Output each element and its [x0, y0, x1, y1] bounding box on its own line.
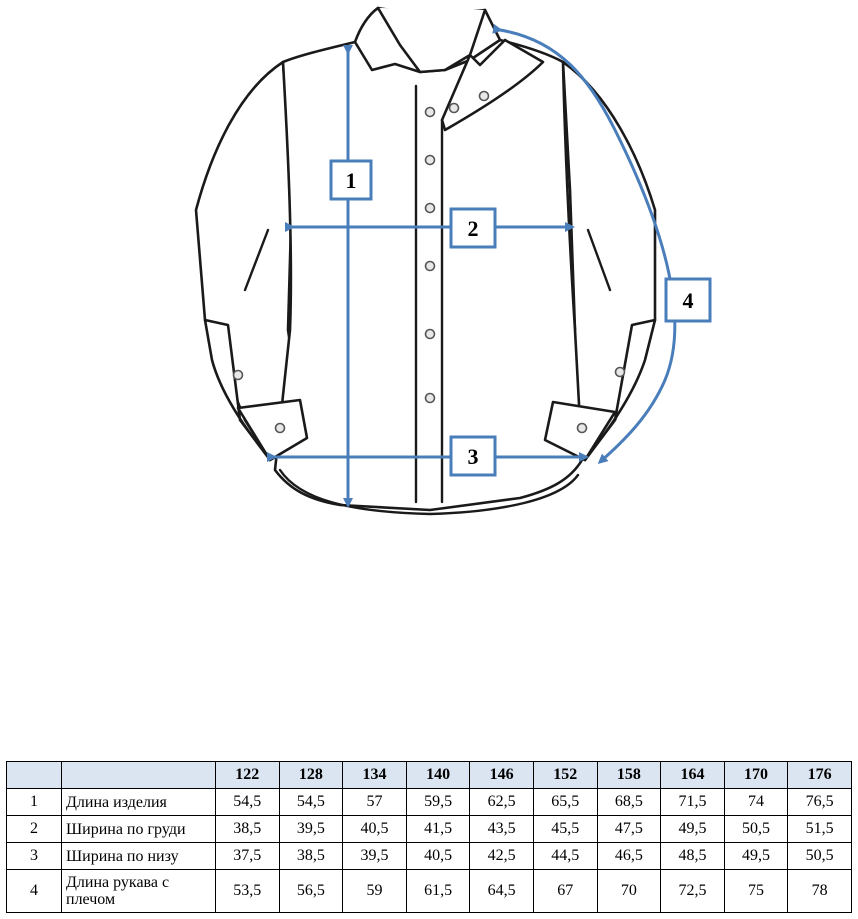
marker-label-1: 1: [345, 168, 357, 193]
row-label: Ширина по груди: [62, 816, 216, 843]
table-header-row: [7, 762, 852, 789]
row-label: Длина рукава с плечом: [62, 870, 216, 913]
table-row: [7, 870, 852, 913]
header-cell: 140: [406, 762, 470, 789]
table-cell: 54,5: [279, 789, 343, 816]
header-cell: 134: [343, 762, 407, 789]
table-row: [7, 816, 852, 843]
table-cell: 45,5: [533, 816, 597, 843]
table-cell: 50,5: [724, 816, 788, 843]
table-cell: 65,5: [533, 789, 597, 816]
table-cell: 59,5: [406, 789, 470, 816]
table-cell: 53,5: [216, 870, 280, 913]
marker-label-2: 2: [467, 216, 479, 241]
table-cell: 51,5: [788, 816, 852, 843]
table-cell: 68,5: [597, 789, 661, 816]
row-label: Ширина по низу: [62, 843, 216, 870]
header-cell: 152: [533, 762, 597, 789]
table-cell: 70: [597, 870, 661, 913]
table-cell: 40,5: [343, 816, 407, 843]
table-cell: 54,5: [216, 789, 280, 816]
table-cell: 38,5: [216, 816, 280, 843]
size-table: [6, 761, 852, 913]
header-cell: 146: [470, 762, 534, 789]
row-number: 3: [7, 843, 62, 870]
table-cell: 78: [788, 870, 852, 913]
row-number: 1: [7, 789, 62, 816]
table-cell: 67: [533, 870, 597, 913]
table-cell: 62,5: [470, 789, 534, 816]
header-cell: 122: [216, 762, 280, 789]
table-cell: 47,5: [597, 816, 661, 843]
table-cell: 42,5: [470, 843, 534, 870]
table-cell: 39,5: [343, 843, 407, 870]
table-cell: 64,5: [470, 870, 534, 913]
table-cell: 39,5: [279, 816, 343, 843]
marker-label-3: 3: [467, 444, 479, 469]
row-number: 2: [7, 816, 62, 843]
row-number: 4: [7, 870, 62, 913]
table-cell: 59: [343, 870, 407, 913]
table-cell: 71,5: [661, 789, 725, 816]
header-cell: 170: [724, 762, 788, 789]
header-cell: 158: [597, 762, 661, 789]
table-cell: 74: [724, 789, 788, 816]
table-cell: 37,5: [216, 843, 280, 870]
table-cell: 40,5: [406, 843, 470, 870]
table-row: [7, 789, 852, 816]
table-cell: 49,5: [661, 816, 725, 843]
table-cell: 49,5: [724, 843, 788, 870]
table-cell: 41,5: [406, 816, 470, 843]
table-cell: 72,5: [661, 870, 725, 913]
table-row: [7, 843, 852, 870]
table-cell: 57: [343, 789, 407, 816]
table-cell: 75: [724, 870, 788, 913]
table-cell: 56,5: [279, 870, 343, 913]
table-cell: 46,5: [597, 843, 661, 870]
header-cell: [62, 762, 216, 789]
table-cell: 44,5: [533, 843, 597, 870]
header-cell: 164: [661, 762, 725, 789]
table-cell: 48,5: [661, 843, 725, 870]
table-cell: 50,5: [788, 843, 852, 870]
header-cell: 128: [279, 762, 343, 789]
header-cell: 176: [788, 762, 852, 789]
header-cell: [7, 762, 62, 789]
table-cell: 61,5: [406, 870, 470, 913]
table-cell: 76,5: [788, 789, 852, 816]
table-cell: 38,5: [279, 843, 343, 870]
marker-label-4: 4: [682, 288, 694, 313]
table-cell: 43,5: [470, 816, 534, 843]
row-label: Длина изделия: [62, 789, 216, 816]
